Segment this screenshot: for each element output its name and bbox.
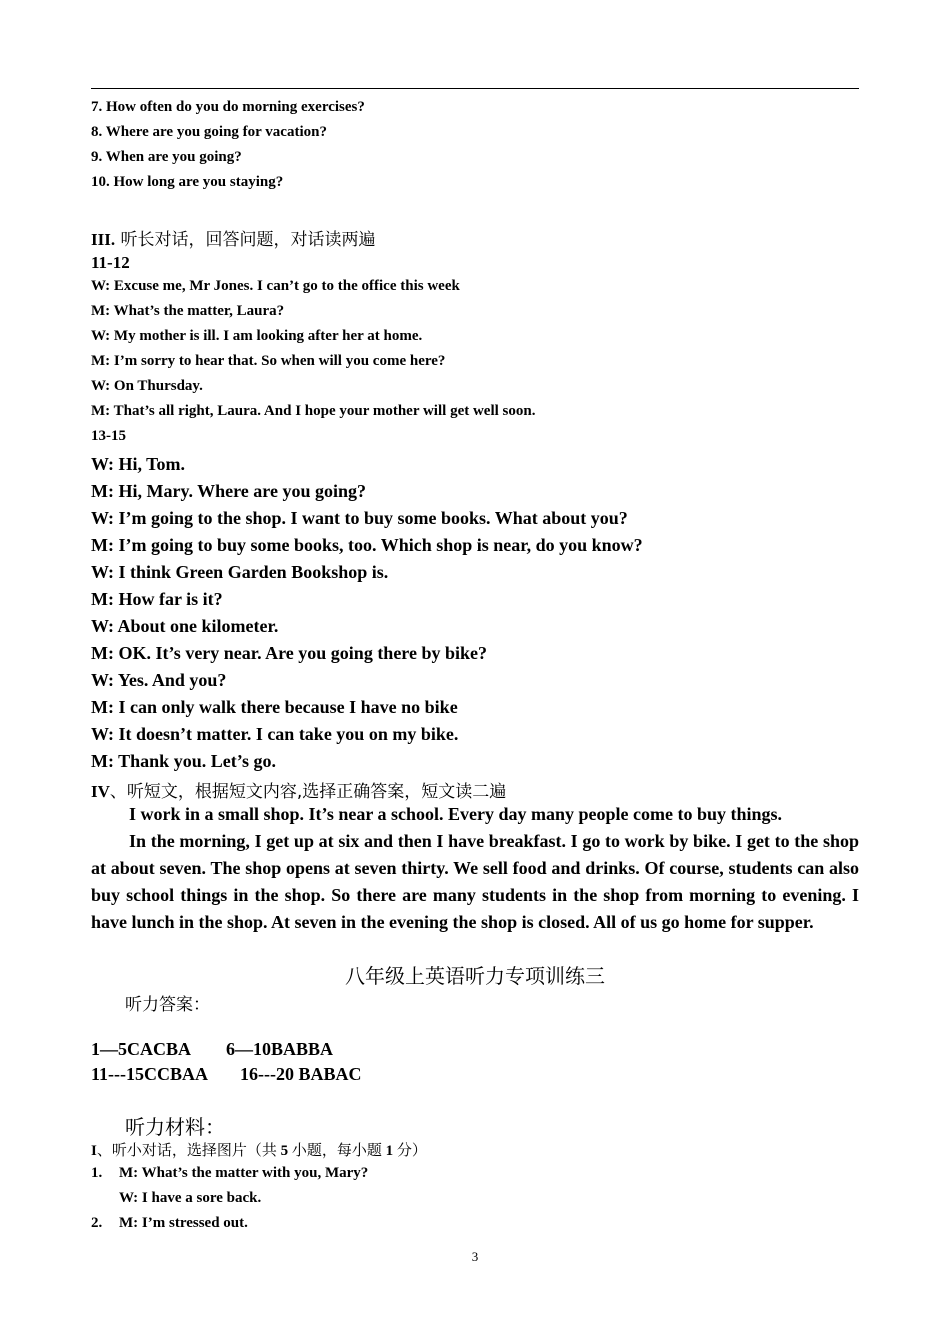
list-item xyxy=(91,1215,248,1232)
section-4-title xyxy=(91,777,506,802)
page-number: 3 xyxy=(471,1249,479,1264)
question-10: 10. How long are you staying? xyxy=(91,174,284,190)
section-3-title-text: 听长对话，回答问题，对话读两遍 xyxy=(115,230,376,250)
group-13-15-label: 13-15 xyxy=(91,428,126,444)
dialogue-line: W: I think Green Garden Bookshop is. xyxy=(91,562,389,582)
item-number: 2. xyxy=(91,1215,103,1231)
section-3-roman: III. xyxy=(91,230,116,249)
answers-label: 听力答案： xyxy=(125,995,210,1015)
passage-paragraph-1: I work in a small shop. It’s near a school. Every day many people come to buy things. xyxy=(129,804,783,824)
dialogue-line: W: Yes. And you? xyxy=(91,670,227,690)
dialogue-line: M: Thank you. Let’s go. xyxy=(91,751,277,771)
dialogue-line: M: I can only walk there because I have no bike xyxy=(91,697,458,717)
dialogue-line: M: What’s the matter, Laura? xyxy=(91,303,285,319)
dialogue-line: M: OK. It’s very near. Are you going there by bike? xyxy=(91,643,487,663)
dialogue-line: M: What’s the matter with you, Mary? xyxy=(119,1165,369,1181)
dialogue-line: M: I’m going to buy some books, too. Which shop is near, do you know? xyxy=(91,535,643,555)
item-number: 1. xyxy=(91,1165,103,1181)
dialogue-line: M: How far is it? xyxy=(91,589,223,609)
dialogue-line: M: That’s all right, Laura. And I hope your mother will get well soon. xyxy=(91,403,536,419)
answer-11-15: 11---15CCBAA xyxy=(91,1064,208,1084)
section-1-title-num2: 1 xyxy=(381,1143,397,1159)
materials-label: 听力材料： xyxy=(125,1115,225,1139)
dialogue-line: W: Excuse me, Mr Jones. I can’t go to the office this week xyxy=(91,278,460,294)
dialogue-line: M: Hi, Mary. Where are you going? xyxy=(91,481,366,501)
dialogue-line: W: Hi, Tom. xyxy=(91,454,186,474)
dialogue-line: W: My mother is ill. I am looking after her at home. xyxy=(91,328,423,344)
dialogue-line: W: It doesn’t matter. I can take you on my bike. xyxy=(91,724,459,744)
dialogue-line: M: I’m sorry to hear that. So when will you come here? xyxy=(91,353,446,369)
section-1-title-text-3: 分） xyxy=(396,1141,427,1159)
question-7: 7. How often do you do morning exercises? xyxy=(91,99,365,115)
passage-paragraph-2: In the morning, I get up at six and then I have breakfast. I go to work by bike. I get to the shop at about seven. The shop opens at seven thirty. We sell food and drinks. Of course, students can also buy school things in the shop. So there are many students in the shop from morning to evening. I have lunch in the shop. At seven in the evening the shop is closed. All of us go home for supper. xyxy=(91,831,859,932)
dialogue-line: W: About one kilometer. xyxy=(91,616,279,636)
dialogue-line: W: On Thursday. xyxy=(91,378,203,394)
answer-16-20: 16---20 BABAC xyxy=(240,1064,362,1084)
dialogue-line: W: I have a sore back. xyxy=(119,1190,262,1206)
section-1-title-text: 、听小对话，选择图片（共 xyxy=(96,1141,277,1159)
answer-6-10: 6—10BABBA xyxy=(226,1039,334,1059)
section-1-title-text-2: 小题，每小题 xyxy=(291,1141,382,1159)
page-heading: 八年级上英语听力专项训练三 xyxy=(345,964,605,988)
section-1-title-num1: 5 xyxy=(276,1143,292,1159)
dialogue-line: M: I’m stressed out. xyxy=(119,1215,248,1231)
group-11-12-label: 11-12 xyxy=(91,253,130,272)
answer-1-5: 1—5CACBA xyxy=(91,1039,192,1059)
header-rule xyxy=(91,88,859,89)
section-4-roman: IV xyxy=(91,782,110,801)
section-1-title xyxy=(91,1139,427,1160)
section-3-title xyxy=(91,225,376,250)
question-8: 8. Where are you going for vacation? xyxy=(91,124,327,140)
answers-row-1 xyxy=(91,1039,333,1060)
question-9: 9. When are you going? xyxy=(91,149,242,165)
section-4-title-text: 、听短文，根据短文内容,选择正确答案，短文读二遍 xyxy=(109,782,507,802)
list-item xyxy=(91,1165,368,1182)
passage xyxy=(91,801,859,936)
answers-row-2 xyxy=(91,1064,362,1085)
section-1-roman: I xyxy=(91,1143,97,1159)
dialogue-line: W: I’m going to the shop. I want to buy some books. What about you? xyxy=(91,508,628,528)
